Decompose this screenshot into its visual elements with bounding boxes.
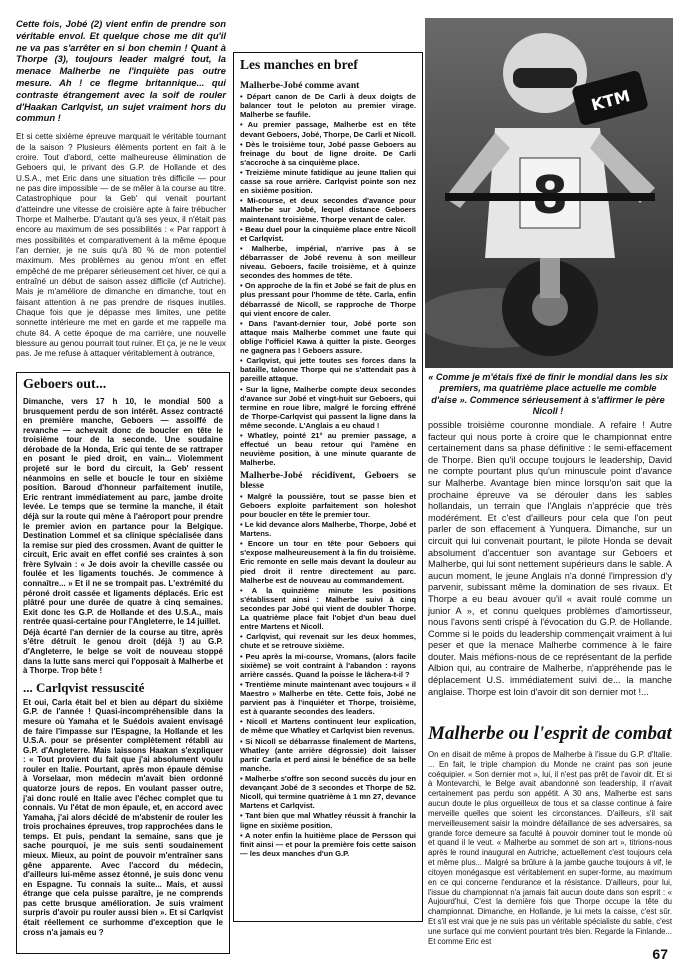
race-summary-item: • Malgré la poussière, tout se passe bien et Geboers exploite parfaitement son holeshot pour boucler en tête le premier tour.: [240, 491, 416, 519]
heat-subtitle: Malherbe-Jobé comme avant: [240, 80, 360, 91]
race-summary-item: • Nicoll et Martens continuent leur explication, de même que Whatley et Carlqvist bien revenus.: [240, 717, 416, 736]
race-summary-item: • Whatley, pointé 21° au premier passage, a effectué un beau retour qui l'amène en neuvième position, à une minute quarante de Malherbe.: [240, 431, 416, 468]
race-summary-item: • Mi-course, et deux secondes d'avance pour Malherbe sur Jobé, lequel distance Geboers maintenant troisième. Thorpe venant de caler.: [240, 196, 416, 224]
box-title: Geboers out...: [23, 377, 107, 392]
race-summary-item: • Malherbe s'offre son second succès du jour en devançant Jobé de 3 secondes et Thorpe de 52. Nicoll, qui termine quatrième à 1 mn 27, devance Martens et Carlqvist.: [240, 773, 416, 811]
motocross-photo: [425, 18, 673, 368]
race-summary-item: • Départ canon de De Carli à deux doigts de balancer tout le peloton au premier virage. Malherbe se faufile.: [240, 92, 416, 120]
race-summary-item: • A noter enfin la huitième place de Persson qui finit ainsi — et pour la première fois cette saison — les deux manches d'un G.P.: [240, 830, 416, 858]
photo-caption: « Comme je m'étais fixé de finir le mondial dans les six premiers, ma quatrième place actuelle me comble d'aise ». Commence sérieusement à s'affirmer le père Nicoll !: [428, 372, 668, 417]
race-summary-item: • Tant bien que mal Whatley réussit à franchir la ligne en sixième position.: [240, 811, 416, 830]
box-paragraph: Dimanche, vers 17 h 10, le mondial 500 a brusquement perdu de son intérêt. Assez contracté en première manche, Geboers — assoiffé de revanche — achevait donc de boucler en tête le troisième tour de la seconde. Une soudaine dérobade de la Honda, Eric qui tente de se rattraper en posant le pied droit, en vain... Violemment projeté sur le bord du circuit, la Geb' ressent néanmoins en selle et boucle le tour en sixième position. Baroud d'honneur parfaitement inutile, Eric rentrant immédiatement au parc, jambe droite levée. Le temps que se termine la manche, il était déjà sur la route qui mène à l'aéroport pour prendre le premier avion en partance pour la Belgique. Destination Lommel et sa clinique spécialisée dans la remise sur pied des crossmen. Avant de quitter le circuit, Eric avait en effet confié ses craintes à son frère Sylvain : « Je dois avoir la cheville cassée ou foulée et les ligaments touchés. Je commence à connaître... » Et il ne se trompait pas. L'extrémité du péroné droit cassée et ligaments déplacés. Eric est plâtré pour une durée de quatre à cinq semaines. Exit donc les G.P. de Hollande et des U.S.A., mais rentrée quasi-certaine pour l'Angleterre, le 14 juillet.: [23, 397, 223, 627]
rider-illustration: [425, 18, 673, 368]
intro-lead: Cette fois, Jobé (2) vient enfin de prendre son véritable envol. Et quelque chose me dit qu'il ne va pas s'arrêter en si bon chemin ! Quant à Thorpe (3), toujours leader malgré tout, la menace Malherbe ne l'inquiète pas outre mesure. Ah ! ce flegme britannique... qui contraste étrangement avec la soif de rouler d'Haakan Carlqvist, un sujet vraiment hors du commun !: [16, 18, 226, 124]
race-summary-item: • Le kid devance alors Malherbe, Thorpe, Jobé et Martens.: [240, 520, 416, 539]
race-summary-item: • Carlqvist, qui jette toutes ses forces dans la bataille, talonne Thorpe qui ne s'attendait pas à pareille attaque.: [240, 356, 416, 384]
race-summary-item: • Treizième minute fatidique au jeune Italien qui casse sa roue arrière. Carlqvist pointe son nez en sixième position.: [240, 167, 416, 196]
box-paragraph: Et oui, Carla était bel et bien au départ du sixième G.P. de l'année ! Quasi-incompréhensible dans la mesure où Yamaha et le Suédois avaient envisagé de faire l'impasse sur l'Espagne, la Hollande et les U.S.A. pour se présenter complètement rétabli au G.P. d'Angleterre. Mais laissons Haakan s'expliquer : « Tout provient du fait que j'ai absolument voulu rouler en Italie. Pourtant, après mon épaule démise à Vorselaar, mon médecin m'avait bien ordonné quatorze jours de repos. En voulant passer outre, j'ai donc roulé en Italie avec l'échec complet que tu connais. Vu l'état de mon épaule, et, en accord avec Yamaha, j'ai alors décidé de m'abstenir de rouler les trois prochaines épreuves, trop rapprochées dans le temps. Et puis, pendant la semaine, sans que je sache pourquoi, je me suis senti soudainement mieux. Mieux, au point de pouvoir m'entraîner sans gêne apparente. Avec l'accord du médecin, d'ailleurs lui-même assez étonné, je suis donc venu en Espagne. Tu connais la suite... Mais, et aussi étrange que cela puisse paraître, je ne comprends pas cette brusque amélioration. Je suis vraiment surpris d'avoir pu rouler aussi bien ». Et si Carlqvist était réellement ce surhomme d'exception que le cross n'a jamais eu ?: [23, 697, 223, 937]
race-summary-item: • Dans l'avant-dernier tour, Jobé porte son attaque mais Malherbe commet une faute qui oblige l'officiel Kawa à quitter la piste. Georges ne gagnera pas ! Geboers assure.: [240, 318, 416, 356]
page-number: 67: [652, 946, 668, 962]
race-summary-item: • Encore un tour en tête pour Geboers qui s'expose malheureusement à la fin du troisième. Eric remonte en selle mais devant la douleur au pied droit il rentre directement au parc. Malherbe est de nouveau au commandement.: [240, 539, 416, 585]
race-summary-item: • Dès le troisième tour, Jobé passe Geboers au freinage du bout de ligne droite. De Carli s'accroche à sa cinquième place.: [240, 139, 416, 167]
box-body: [234, 75, 422, 863]
race-summary-item: • Beau duel pour la cinquième place entre Nicoll et Carlqvist.: [240, 224, 416, 243]
article-column-right-continued: [428, 750, 672, 950]
body-paragraph: Et si cette sixième épreuve marquait le véritable tournant de la saison ? Plusieurs éléments portent en fait à le croire. Tout d'abord, cette malheureuse élimination de Geboers qui, le privant des G.P. de Hollande et des U.S.A., met Eric dans une situation très difficile — pour ne pas dire impossible — de se mêler à la course au titre. Catastrophique pour la Geb' qui venait pourtant d'atteindre une vitesse de croisière apte à faire trébucher Thorpe et Malherbe. D'autant qu'à ses yeux, il n'était pas encore au maximum de ses possibilités : « Par rapport à mes possibilités et comparativement à la même époque l'an dernier, je ne suis qu'à 80 % de mon potentiel maximum. Mes problèmes au genou m'ont en effet empêché de me préparer sérieusement cet hiver, ce qui a entraîné un début de saison assez difficile (cf Autriche). Mais je m'améliore de dimanche en dimanche, tout en faisant attention à ne pas prendre de risques inutiles. Chaque fois que je dépasse mes limites, une petite sonnette intérieure me met en garde et me rappelle ma chute 84. A cette époque de ma carrière, une nouvelle blessure au genou pourrait tout ruiner. Et ça, je ne le veux pas. Je me refuse à attaquer véritablement à outrance,: [16, 132, 226, 359]
box-title: Les manches en bref: [240, 57, 358, 72]
section-headline: Malherbe ou l'esprit de combat: [428, 723, 672, 744]
race-summary-box: [233, 52, 423, 922]
geboers-sidebar-box: [16, 372, 230, 954]
body-paragraph: On en disait de même à propos de Malherbe à l'issue du G.P. d'Italie. ... En fait, le triple champion du Monde ne craint pas son jeune coéquipier. « Son dernier mot », lui, il n'est pas prêt de l'avoir dit. Et si à Montevarchi, le Belge avait abandonné son leadership, il n'avait certainement pas perdu son appétit. A 30 ans, Malherbe est sans aucun doute le plus orgueilleux de tous et sa classe continue à faire merveille quelles que soient les circonstances. D'ailleurs, s'il sait merveilleusement saisir la moindre défaillance de ses adversaires, sa grande force demeure sa faculté à pouvoir dominer tout le monde où et quand il le veut. « Malherbe au sommet de son art », titrions-nous après le round inaugural en Autriche, actuellement c'est toujours cela et même plus... Malgré sa brûlure à la jambe gauche toujours à vif, le citoyen monégasque est véritablement en super-forme, au maximum en ce qui concerne l'endurance et la résistance. D'ailleurs, pour lui, l'issue du championnat n'a jamais fait aucun doute dans son esprit : « Aujourd'hui, C'est la dernière fois que Thorpe occupe la tête du championnat. Dimanche, en Hollande, je lui mets la caisse, c'est sûr. Et s'il est vrai que je ne suis pas un véritable spécialiste du sable, c'est une surface qui me convient pourtant très bien. Regarde la Finlande... Et comme Eric est: [428, 750, 672, 946]
ktm-logo-text: KTM: [589, 86, 633, 115]
race-summary-item: • Si Nicoll se débarrasse finalement de Martens, Whatley (ante arrière dégrossie) doit laisser partir Carla et perd ainsi le bénéfice de sa belle manche.: [240, 736, 416, 773]
heat-two-list: [240, 492, 416, 858]
heat-one-list: [240, 92, 416, 467]
race-summary-item: • Peu après la mi-course, Vromans, (alors facile sixième) se voit contraint à l'abandon : rayons arrière cassés. Quand la poisse le lâchera-t-il ?: [240, 651, 416, 679]
box-body: [17, 395, 229, 942]
race-summary-item: • Carlqvist, qui revenait sur les deux hommes, chute et se retrouve sixième.: [240, 632, 416, 651]
body-paragraph: possible troisième couronne mondiale. A refaire ! Autre facteur qui nous porte à croire que le championnat entre certainement dans sa phase définitive : le semi-effacement de Thorpe. Bien qu'il occupe toujours le leadership, David ne compte pourtant plus qu'un minuscule point d'avance sur Malherbe. Avantage bien mince lorsqu'on sait que la prochaine épreuve va se dérouler dans les sables hollandais, un terrain que l'Anglais n'apprécie que très modérément. Et c'est d'ailleurs pour cela que l'on peut parler de son effacement à Yunquera. Dimanche, sur un circuit qui lui convenait pourtant, le pilote Honda se devait absolument d'accentuer son avantage sur Geboers et Malherbe, qui lui sont nettement supérieurs dans le sable. A aucun moment, le jeune Anglais n'a donné l'impression d'y parvenir, subissant même la domination de ses rivaux. Et Thorpe a eu beau avouer qu'il « avait roulé comme un junior A », et connu quelques problèmes d'amortisseur, nous l'avons senti crispé à l'évocation du G.P. de Hollande. Comme si le poids du leadership commençait vraiment à lui peser et que la menace Malherbe commence à le faire douter. Mais méfions-nous de ce représentant de la perfide Albion qui, au contraire de Malherbe, n'appréhende pas le déplacement U.S. immédiatement suivi de... la manche anglaise. Thorpe est loin d'avoir dit son dernier mot !...: [428, 420, 672, 697]
article-column-right: [428, 420, 672, 701]
race-summary-item: • A la quinzième minute les positions s'établissent ainsi : Malherbe suivi à cinq secondes par Jobé qui vient de doubler Thorpe. La quatrième place fait l'objet d'un beau duel entre Martens et Nicoll.: [240, 585, 416, 632]
race-summary-item: • Sur la ligne, Malherbe compte deux secondes d'avance sur Jobé et vingt-huit sur Geboers, qui termine en roue libre, malgré le forcing effréné de Thorpe-Carlqvist qui passent la ligne dans la même seconde. L'Anglais a eu chaud !: [240, 384, 416, 430]
box-paragraph: Déjà écarté l'an dernier de la course au titre, après s'être détruit le genou droit (déjà !) au G.P. d'Angleterre, le belge se voit de nouveau stoppé dans la lutte sans merci qui l'opposait à Malherbe et à Thorpe. Trop bête !: [23, 627, 223, 676]
race-summary-item: • Malherbe, impérial, n'arrive pas à se débarrasser de Jobé revenu à son meilleur niveau. Geboers, facile troisième, et à quinze secondes des hommes de tête.: [240, 243, 416, 281]
race-summary-item: • Trentième minute maintenant avec toujours « il Maestro » Malherbe en tête. Cette fois, Jobé ne parvient pas à l'inquiéter et Thorpe, troisième, est à quarante secondes des leaders.: [240, 679, 416, 717]
box-subtitle: ... Carlqvist ressuscité: [23, 679, 145, 695]
article-column-left: [16, 18, 226, 363]
race-summary-item: • Au premier passage, Malherbe est en tête devant Geboers, Jobé, Thorpe, De Carli et Nicoll.: [240, 120, 416, 139]
heat-subtitle: Malherbe-Jobé récidivent, Geboers se blesse: [240, 470, 416, 491]
race-summary-item: • On approche de la fin et Jobé se fait de plus en plus pressant pour l'homme de tête. Carla, enfin débarrassé de Nicoll, se rapproche de Thorpe qui vient encore de caler.: [240, 281, 416, 318]
